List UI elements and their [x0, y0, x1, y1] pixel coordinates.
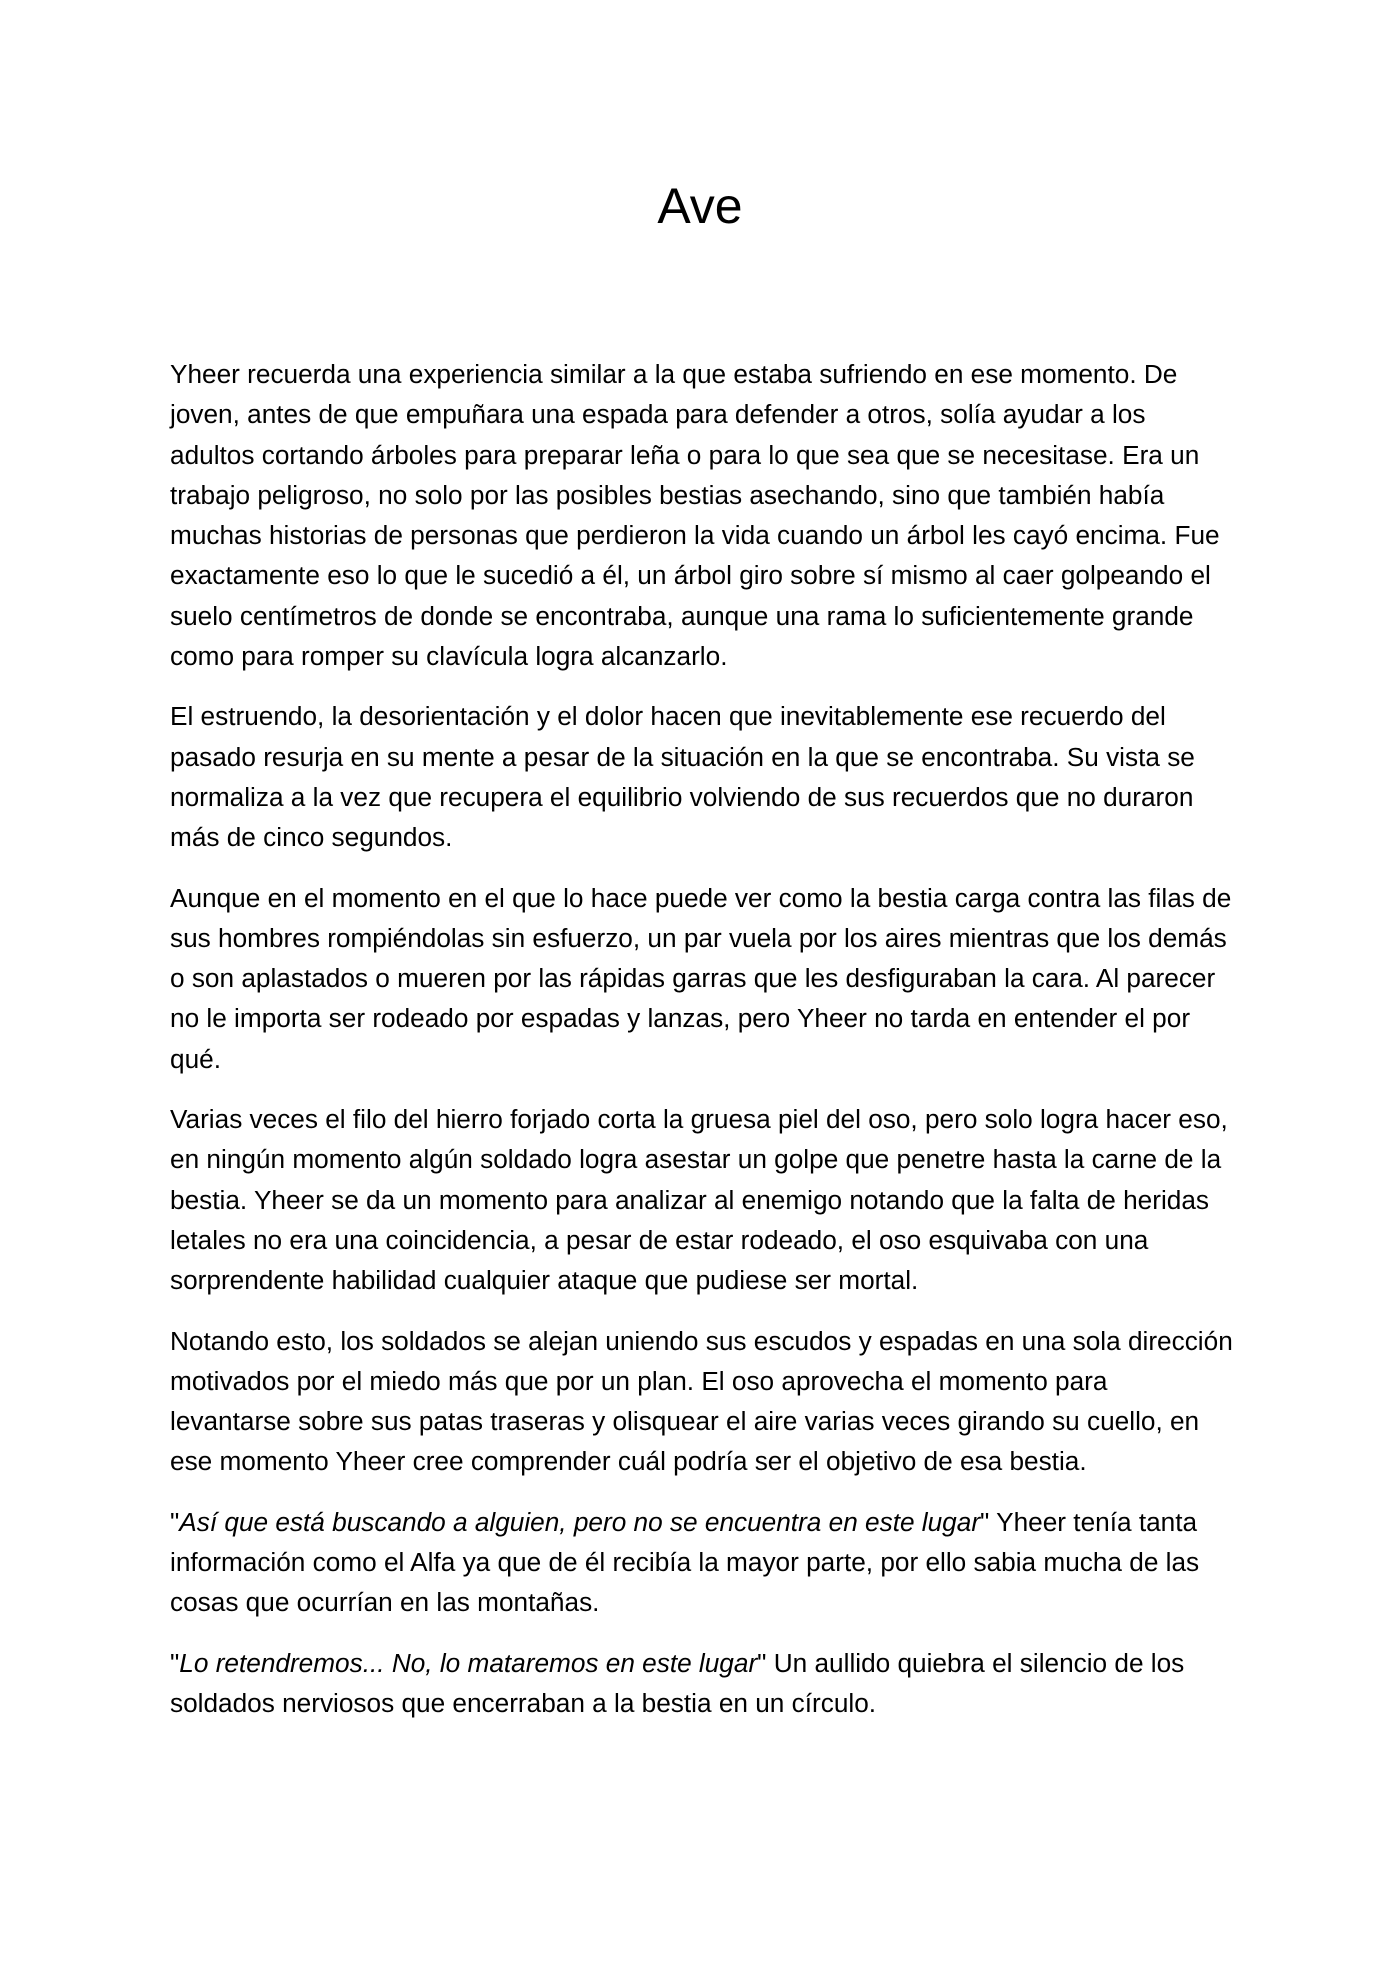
paragraph: Aunque en el momento en el que lo hace puede ver como la bestia carga contra las filas de sus hombres rompiéndolas sin esfuerzo, un par vuela por los aires mientras que los demás o son aplastados o mueren por las rápidas garras que les desfiguraban la cara. Al parecer no le importa ser rodeado por espadas y lanzas, pero Yheer no tarda en entender el por qué.: [170, 882, 1232, 1074]
document-body: [170, 354, 1235, 1743]
document-title: Ave: [657, 178, 743, 234]
paragraph: Yheer recuerda una experiencia similar a la que estaba sufriendo en ese momento. De joven, antes de que empuñara una espada para defender a otros, solía ayudar a los adultos cortando árboles para preparar leña o para lo que sea que se necesitase. Era un trabajo peligroso, no solo por las posibles bestias asechando, sino que también había muchas historias de personas que perdieron la vida cuando un árbol les cayó encima. Fue exactamente eso lo que le sucedió a él, un árbol giro sobre sí mismo al caer golpeando el suelo centímetros de donde se encontraba, aunque una rama lo suficientemente grande como para romper su clavícula logra alcanzarlo.: [170, 359, 1220, 672]
quote-mark: ": [170, 1647, 180, 1678]
paragraph-text: Yheer tenía tanta información como el Alfa ya que de él recibía la mayor parte, por ello sabia mucha de las cosas que ocurrían en las montañas.: [170, 1506, 1200, 1618]
italic-quote: Así que está buscando a alguien, pero no se encuentra en este lugar: [179, 1506, 981, 1537]
paragraph-with-quote: [170, 1643, 1235, 1724]
quote-mark: ": [980, 1506, 990, 1537]
quote-mark: ": [757, 1647, 767, 1678]
quote-mark: ": [170, 1506, 180, 1537]
paragraph: Varias veces el filo del hierro forjado corta la gruesa piel del oso, pero solo logra hacer eso, en ningún momento algún soldado logra asestar un golpe que penetre hasta la carne de la bestia. Yheer se da un momento para analizar al enemigo notando que la falta de heridas letales no era una coincidencia, a pesar de estar rodeado, el oso esquivaba con una sorprendente habilidad cualquier ataque que pudiese ser mortal.: [170, 1104, 1228, 1296]
paragraph-with-quote: [170, 1502, 1235, 1623]
paragraph-text: Un aullido quiebra el silencio de los soldados nerviosos que encerraban a la bestia en un círculo.: [170, 1647, 1185, 1718]
italic-quote: Lo retendremos... No, lo mataremos en este lugar: [179, 1647, 758, 1678]
paragraph: Notando esto, los soldados se alejan uniendo sus escudos y espadas en una sola dirección motivados por el miedo más que por un plan. El oso aprovecha el momento para levantarse sobre sus patas traseras y olisquear el aire varias veces girando su cuello, en ese momento Yheer cree comprender cuál podría ser el objetivo de esa bestia.: [170, 1325, 1233, 1477]
paragraph: El estruendo, la desorientación y el dolor hacen que inevitablemente ese recuerdo del pasado resurja en su mente a pesar de la situación en la que se encontraba. Su vista se normaliza a la vez que recupera el equilibrio volviendo de sus recuerdos que no duraron más de cinco segundos.: [170, 701, 1195, 853]
